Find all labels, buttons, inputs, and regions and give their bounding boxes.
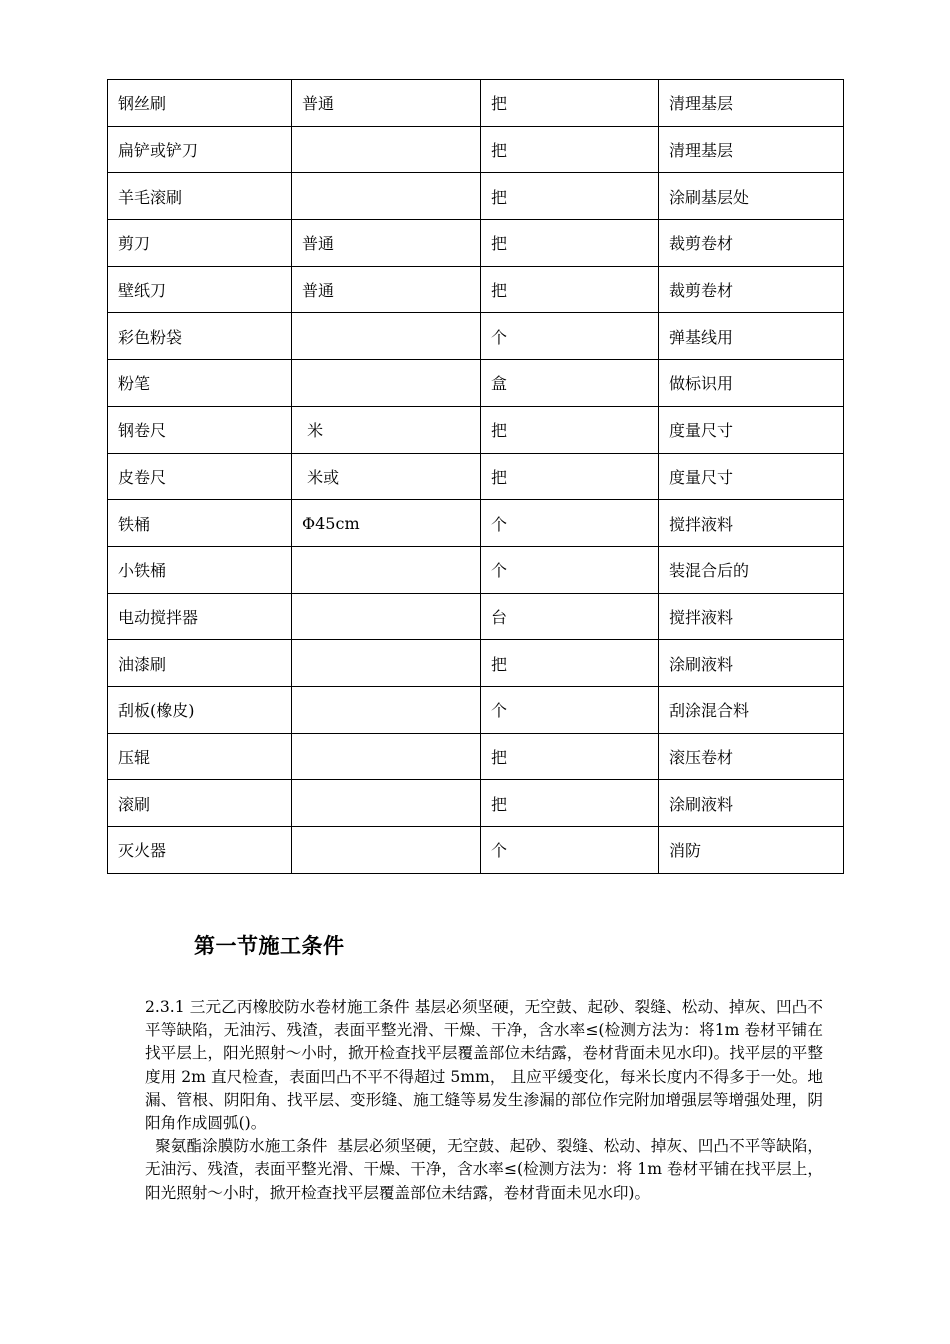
purpose-cell: 弹基线用 bbox=[659, 313, 844, 360]
unit-cell: 把 bbox=[481, 406, 659, 453]
spec-cell bbox=[292, 173, 481, 220]
tools-table bbox=[107, 79, 844, 874]
table-row bbox=[108, 266, 844, 313]
table-row bbox=[108, 827, 844, 874]
spec-cell bbox=[292, 780, 481, 827]
table-row bbox=[108, 453, 844, 500]
unit-cell: 把 bbox=[481, 173, 659, 220]
spec-cell bbox=[292, 126, 481, 173]
table-row bbox=[108, 593, 844, 640]
table-row bbox=[108, 640, 844, 687]
spec-cell bbox=[292, 313, 481, 360]
unit-cell: 把 bbox=[481, 453, 659, 500]
unit-cell: 把 bbox=[481, 640, 659, 687]
tool-name-cell: 铁桶 bbox=[108, 500, 292, 547]
purpose-cell: 涂刷液料 bbox=[659, 640, 844, 687]
unit-cell: 把 bbox=[481, 733, 659, 780]
spec-cell bbox=[292, 360, 481, 407]
tool-name-cell: 钢卷尺 bbox=[108, 406, 292, 453]
paragraph-polyurethane-conditions: 聚氨酯涂膜防水施工条件 基层必须坚硬，无空鼓、起砂、裂缝、松动、掉灰、凹凸不平等缺陷，无油污、残渣，表面平整光滑、干燥、干净，含水率≤(检测方法为：将 1m 卷材平铺在找平层上，阳光照射～小时，掀开检查找平层覆盖部位未结露，卷材背面未见水印)。 bbox=[145, 1137, 823, 1202]
purpose-cell: 涂刷液料 bbox=[659, 780, 844, 827]
purpose-cell: 滚压卷材 bbox=[659, 733, 844, 780]
unit-cell: 把 bbox=[481, 126, 659, 173]
tool-name-cell: 灭火器 bbox=[108, 827, 292, 874]
spec-cell: 普通 bbox=[292, 220, 481, 267]
tool-name-cell: 小铁桶 bbox=[108, 546, 292, 593]
tool-name-cell: 壁纸刀 bbox=[108, 266, 292, 313]
paragraph-epdm-conditions: 2.3.1 三元乙丙橡胶防水卷材施工条件 基层必须坚硬，无空鼓、起砂、裂缝、松动、掉灰、凹凸不平等缺陷，无油污、残渣，表面平整光滑、干燥、干净，含水率≤(检测方法为：将1m 卷材平铺在找平层上，阳光照射～小时，掀开检查找平层覆盖部位未结露，卷材背面未见水印)。找平层的平整度用 2m 直尺检查，表面凹凸不平不得超过 5mm， 且应平缓变化，每米长度内不得多于一处。地漏、管根、阴阳角、找平层、变形缝、施工缝等易发生渗漏的部位作完附加增强层等增强处理，阴阳角作成圆弧()。 bbox=[145, 998, 823, 1133]
purpose-cell: 刮涂混合料 bbox=[659, 686, 844, 733]
spec-cell bbox=[292, 827, 481, 874]
section-body bbox=[145, 996, 823, 1205]
spec-cell bbox=[292, 640, 481, 687]
spec-cell: Φ45cm bbox=[292, 500, 481, 547]
purpose-cell: 清理基层 bbox=[659, 126, 844, 173]
spec-cell: 米 bbox=[292, 406, 481, 453]
purpose-cell: 搅拌液料 bbox=[659, 500, 844, 547]
spec-cell: 普通 bbox=[292, 80, 481, 127]
purpose-cell: 搅拌液料 bbox=[659, 593, 844, 640]
unit-cell: 把 bbox=[481, 220, 659, 267]
spec-cell bbox=[292, 593, 481, 640]
tool-name-cell: 扁铲或铲刀 bbox=[108, 126, 292, 173]
unit-cell: 个 bbox=[481, 827, 659, 874]
spec-cell bbox=[292, 546, 481, 593]
purpose-cell: 清理基层 bbox=[659, 80, 844, 127]
tool-name-cell: 彩色粉袋 bbox=[108, 313, 292, 360]
table-row bbox=[108, 173, 844, 220]
tools-table-body bbox=[108, 80, 844, 874]
tool-name-cell: 皮卷尺 bbox=[108, 453, 292, 500]
table-row bbox=[108, 500, 844, 547]
unit-cell: 把 bbox=[481, 780, 659, 827]
purpose-cell: 裁剪卷材 bbox=[659, 220, 844, 267]
tool-name-cell: 剪刀 bbox=[108, 220, 292, 267]
tool-name-cell: 粉笔 bbox=[108, 360, 292, 407]
unit-cell: 台 bbox=[481, 593, 659, 640]
spec-cell: 米或 bbox=[292, 453, 481, 500]
table-row bbox=[108, 80, 844, 127]
purpose-cell: 度量尺寸 bbox=[659, 406, 844, 453]
table-row bbox=[108, 546, 844, 593]
table-row bbox=[108, 780, 844, 827]
spec-cell: 普通 bbox=[292, 266, 481, 313]
section-title: 第一节施工条件 bbox=[194, 933, 345, 958]
table-row bbox=[108, 733, 844, 780]
unit-cell: 把 bbox=[481, 80, 659, 127]
purpose-cell: 做标识用 bbox=[659, 360, 844, 407]
tool-name-cell: 钢丝刷 bbox=[108, 80, 292, 127]
unit-cell: 个 bbox=[481, 546, 659, 593]
unit-cell: 个 bbox=[481, 313, 659, 360]
tool-name-cell: 刮板(橡皮) bbox=[108, 686, 292, 733]
table-row bbox=[108, 686, 844, 733]
table-row bbox=[108, 313, 844, 360]
unit-cell: 个 bbox=[481, 686, 659, 733]
unit-cell: 个 bbox=[481, 500, 659, 547]
tool-name-cell: 羊毛滚刷 bbox=[108, 173, 292, 220]
purpose-cell: 装混合后的 bbox=[659, 546, 844, 593]
tool-name-cell: 油漆刷 bbox=[108, 640, 292, 687]
table-row bbox=[108, 406, 844, 453]
table-row bbox=[108, 360, 844, 407]
unit-cell: 把 bbox=[481, 266, 659, 313]
table-row bbox=[108, 220, 844, 267]
purpose-cell: 涂刷基层处 bbox=[659, 173, 844, 220]
tool-name-cell: 电动搅拌器 bbox=[108, 593, 292, 640]
spec-cell bbox=[292, 686, 481, 733]
purpose-cell: 度量尺寸 bbox=[659, 453, 844, 500]
purpose-cell: 裁剪卷材 bbox=[659, 266, 844, 313]
table-row bbox=[108, 126, 844, 173]
tool-name-cell: 滚刷 bbox=[108, 780, 292, 827]
purpose-cell: 消防 bbox=[659, 827, 844, 874]
tool-name-cell: 压辊 bbox=[108, 733, 292, 780]
spec-cell bbox=[292, 733, 481, 780]
unit-cell: 盒 bbox=[481, 360, 659, 407]
